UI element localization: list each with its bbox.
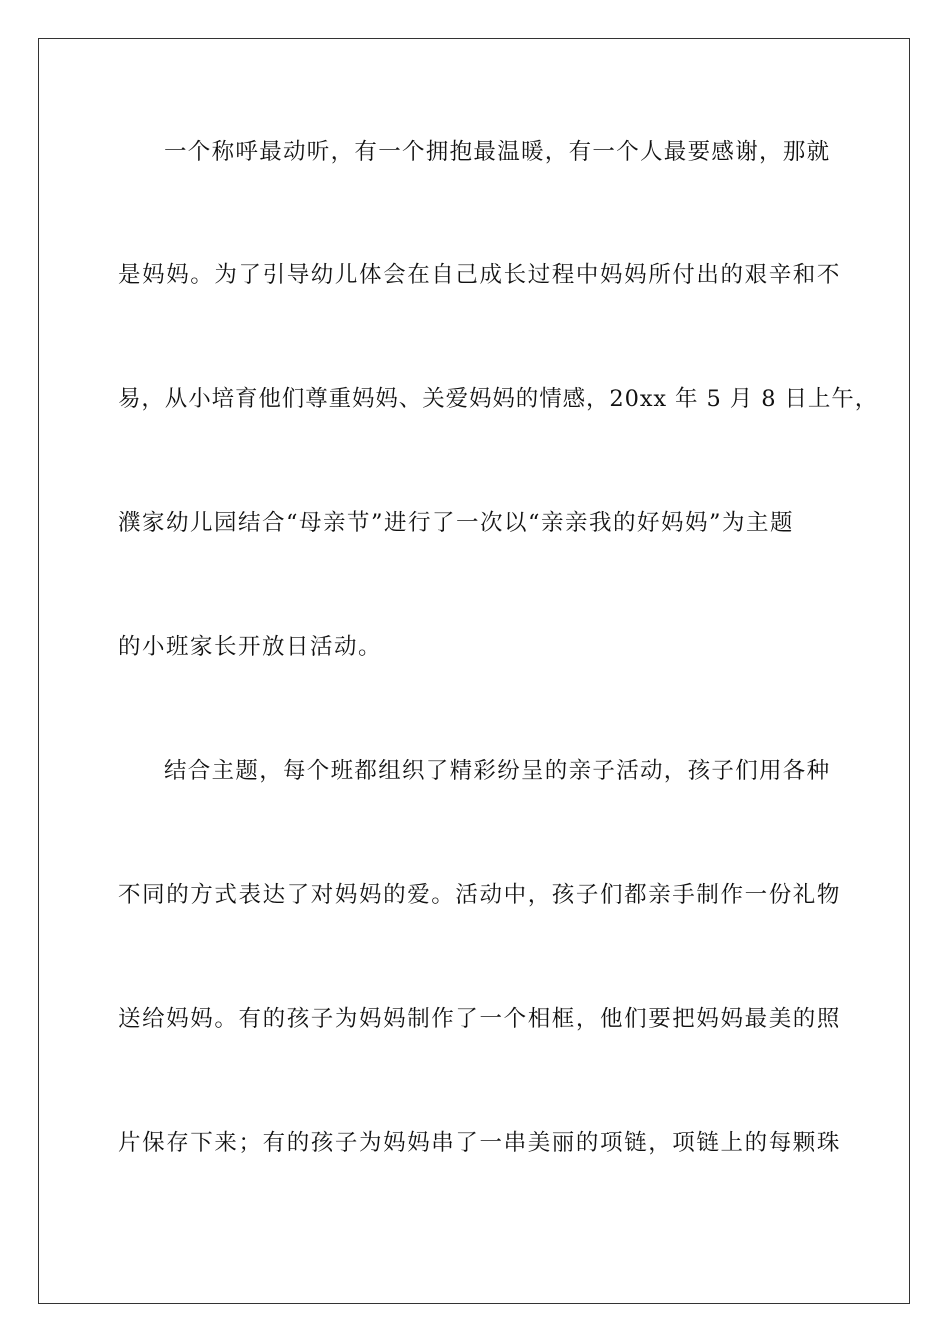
paragraph-1-line-2: 是妈妈。为了引导幼儿体会在自己成长过程中妈妈所付出的艰辛和不	[118, 262, 842, 288]
paragraph-2-line-3: 送给妈妈。有的孩子为妈妈制作了一个相框，他们要把妈妈最美的照	[118, 1006, 842, 1032]
paragraph-2-line-2: 不同的方式表达了对妈妈的爱。活动中，孩子们都亲手制作一份礼物	[118, 882, 842, 908]
paragraph-1-line-4: 濮家幼儿园结合“母亲节”进行了一次以“亲亲我的好妈妈”为主题	[118, 510, 795, 536]
paragraph-2-line-4: 片保存下来；有的孩子为妈妈串了一串美丽的项链，项链上的每颗珠	[118, 1130, 842, 1156]
paragraph-1-line-5: 的小班家长开放日活动。	[118, 634, 383, 660]
paragraph-1-line-3: 易，从小培育他们尊重妈妈、关爱妈妈的情感，20xx 年 5 月 8 日上午，	[118, 386, 879, 412]
page-frame	[38, 38, 910, 1304]
paragraph-2-line-1: 结合主题，每个班都组织了精彩纷呈的亲子活动，孩子们用各种	[164, 758, 831, 784]
paragraph-1-line-1: 一个称呼最动听，有一个拥抱最温暖，有一个人最要感谢，那就	[164, 139, 831, 165]
